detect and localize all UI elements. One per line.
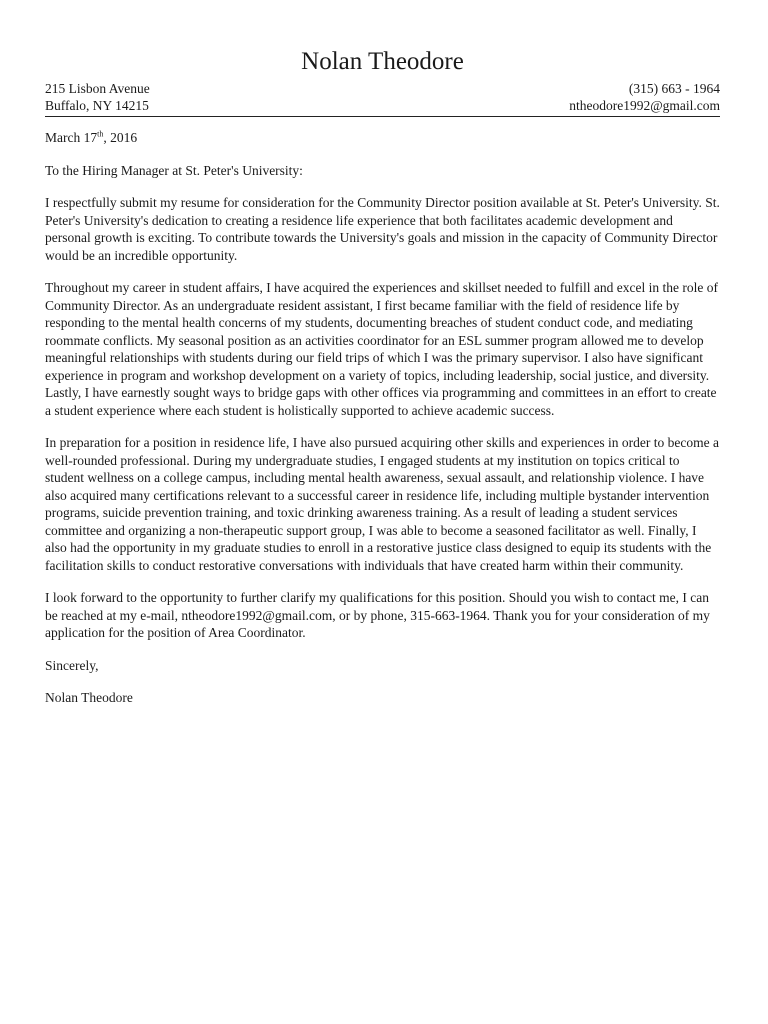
address-block	[45, 80, 150, 114]
letter-date	[45, 129, 720, 147]
address-line-2: Buffalo, NY 14215	[45, 98, 149, 113]
email-address: ntheodore1992@gmail.com	[569, 98, 720, 113]
date-suffix: th	[97, 129, 104, 139]
contact-block	[45, 80, 720, 117]
signature-name: Nolan Theodore	[45, 690, 133, 705]
salutation: To the Hiring Manager at St. Peter's University:	[45, 162, 303, 178]
paragraph-4: I look forward to the opportunity to further clarify my qualifications for this position. Should you wish to contact me, I can be reached at my e-mail, ntheodore1992@gmail.com, or by phone, 315-663-1964. Thank you for your consideration of my application for the position of Area Coordinator.	[45, 590, 710, 640]
paragraph-1: I respectfully submit my resume for consideration for the Community Director position available at St. Peter's University. St. Peter's University's dedication to creating a residence life experience that both facilitates academic development and personal growth is exciting. To contribute towards the University's goals and mission in the capacity of Community Director would be an incredible opportunity.	[45, 195, 720, 263]
date-month-day: March 17	[45, 130, 98, 145]
paragraph-2: Throughout my career in student affairs, I have acquired the experiences and skillset needed to fulfill and excel in the role of Community Director. As an undergraduate resident assistant, I first became familiar with the field of residence life by responding to the mental health concerns of my students, documenting breaches of student conduct code, and mediating roommate conflicts. My seasonal position as an activities coordinator for an ESL summer program allowed me to develop meaningful relationships with students during our field trips of which I was the primary supervisor. I also have significant experience in program and workshop development on a variety of topics, including leadership, social justice, and diversity. Lastly, I have earnestly sought ways to bridge gaps with other offices via programming and committees in an effort to create a student experience where each student is holistically supported to achieve academic success.	[45, 280, 718, 418]
date-year: , 2016	[103, 130, 138, 145]
phone-email-block	[569, 80, 720, 114]
address-line-1: 215 Lisbon Avenue	[45, 81, 150, 96]
letter-body	[45, 129, 720, 707]
paragraph-3: In preparation for a position in residence life, I have also pursued acquiring other skills and experiences in order to become a well-rounded professional. During my undergraduate studies, I engaged students at my institution on topics critical to student wellness on a college campus, including mental health awareness, sexual assault, and relationship violence. I have also acquired many certifications relevant to a successful career in residence life, including multiple bystander intervention programs, suicide prevention training, and toxic drinking awareness training. As a result of leading a student services committee and organizing a non-therapeutic support group, I was able to become a seasoned facilitator as well. Finally, I also had the opportunity in my graduate studies to enroll in a restorative justice class designed to equip its students with the facilitation skills to conduct restorative conversations with individuals that have created harm within their community.	[45, 435, 720, 573]
phone-number: (315) 663 - 1964	[628, 81, 720, 96]
letter-page	[45, 44, 720, 707]
closing: Sincerely,	[45, 657, 99, 673]
sender-name: Nolan Theodore	[301, 48, 464, 75]
